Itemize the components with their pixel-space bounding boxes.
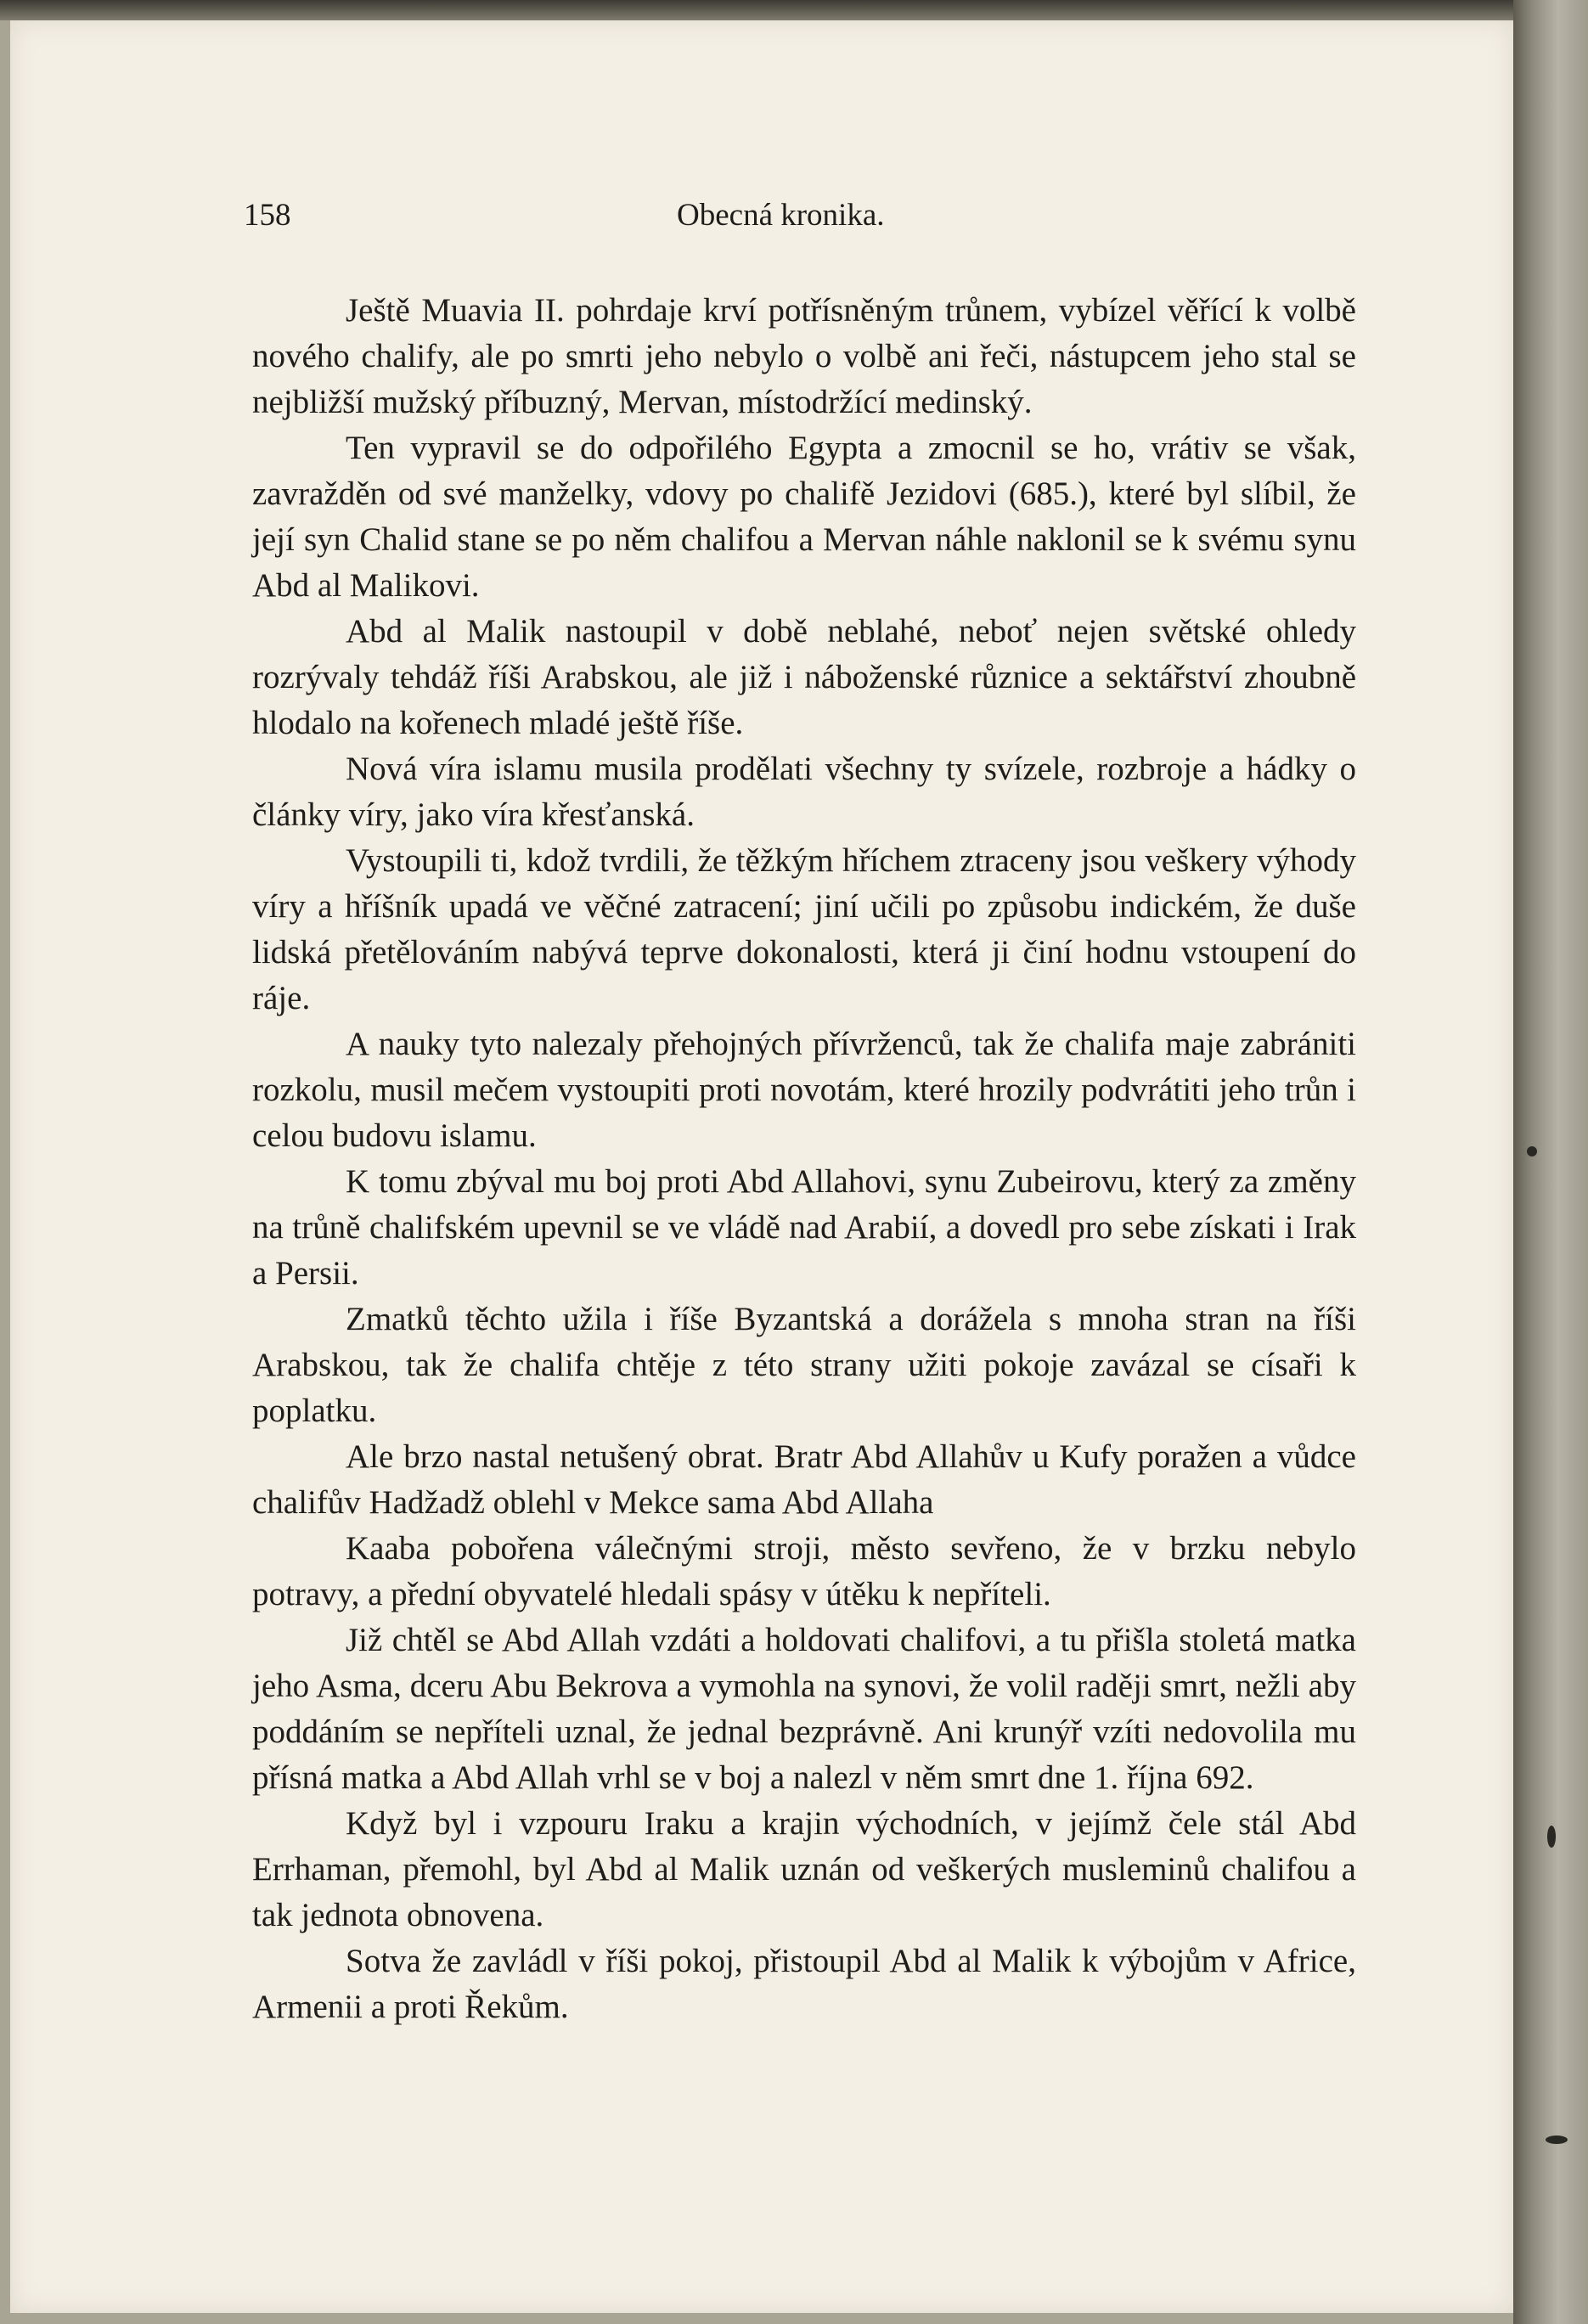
book-edge-top <box>0 0 1513 20</box>
paragraph: Zmatků těchto užila i říše Byzantská a dorážela s mnoha stran na říši Arabskou, tak že chalifa chtěje z této strany užiti pokoje zavázal se císaři k poplatku. <box>252 1301 1356 1429</box>
paragraph: Nová víra islamu musila prodělati všechny ty svízele, rozbroje a hádky o články víry, jako víra křesťanská. <box>252 751 1356 833</box>
book-spine-edge <box>1513 0 1588 2324</box>
page-number: 158 <box>244 198 291 233</box>
paragraph: Ten vypravil se do odpořilého Egypta a zmocnil se ho, vrátiv se však, zavražděn od své manželky, vdovy po chalifě Jezidovi (685.), které byl slíbil, že její syn Chalid stane se po něm chalifou a Mervan náhle naklonil se k svému synu Abd al Malikovi. <box>252 430 1356 604</box>
paragraph: Již chtěl se Abd Allah vzdáti a holdovati chalifovi, a tu přišla stoletá matka jeho Asma, dceru Abu Bekrova a vymohla na synovi, že volil raději smrt, nežli aby poddáním se nepříteli uznal, že jednal bezprávně. Ani krunýř vzíti nedovolila mu přísná matka a Abd Allah vrhl se v boj a nalezl v něm smrt dne 1. října 692. <box>252 1622 1356 1796</box>
paragraph: Ale brzo nastal netušený obrat. Bratr Abd Allahův u Kufy poražen a vůdce chalifův Hadžadž oblehl v Mekce sama Abd Allaha <box>252 1438 1356 1521</box>
paragraph: A nauky tyto nalezaly přehojných přívrženců, tak že chalifa maje zabrániti rozkolu, musil mečem vystoupiti proti novotám, které hrozily podvrátiti jeho trůn i celou budovu islamu. <box>252 1026 1356 1154</box>
paragraph: Vystoupili ti, kdož tvrdili, že těžkým hříchem ztraceny jsou veškery výhody víry a hříšník upadá ve věčné zatracení; jiní učili po způsobu indickém, že duše lidská přetělováním nabývá teprve dokonalosti, která ji činí hodnu vstoupení do ráje. <box>252 842 1356 1016</box>
ink-speck-mark <box>1546 2135 1568 2144</box>
ink-speck-mark <box>1527 1146 1537 1156</box>
body-text <box>252 288 1356 2030</box>
paragraph: Sotva že zavládl v říši pokoj, přistoupil Abd al Malik k výbojům v Africe, Armenii a proti Řekům. <box>252 1943 1356 2025</box>
paragraph: Abd al Malik nastoupil v době neblahé, neboť nejen světské ohledy rozrývaly tehdáž říši Arabskou, ale již i náboženské různice a sektářství zhoubně hlodalo na kořenech mladé ještě říše. <box>252 613 1356 741</box>
paragraph: Kaaba pobořena válečnými stroji, město sevřeno, že v brzku nebylo potravy, a přední obyvatelé hledali spásy v útěku k nepříteli. <box>252 1530 1356 1612</box>
ink-speck-mark <box>1547 1826 1556 1848</box>
paragraph: Když byl i vzpouru Iraku a krajin východních, v jejímž čele stál Abd Errhaman, přemohl, byl Abd al Malik uznán od veškerých musleminů chalifou a tak jednota obnovena. <box>252 1805 1356 1933</box>
running-title: Obecná kronika. <box>677 198 885 233</box>
paragraph: Ještě Muavia II. pohrdaje krví potřísněným trůnem, vybízel věřící k volbě nového chalify, ale po smrti jeho nebylo o volbě ani řeči, nástupcem jeho stal se nejbližší mužský příbuzný, Mervan, místodržící medinský. <box>252 292 1356 420</box>
book-page <box>10 20 1513 2313</box>
running-head <box>244 197 1348 248</box>
paragraph: K tomu zbýval mu boj proti Abd Allahovi, synu Zubeirovu, který za změny na trůně chalifském upevnil se ve vládě nad Arabií, a dovedl pro sebe získati i Irak a Persii. <box>252 1163 1356 1291</box>
